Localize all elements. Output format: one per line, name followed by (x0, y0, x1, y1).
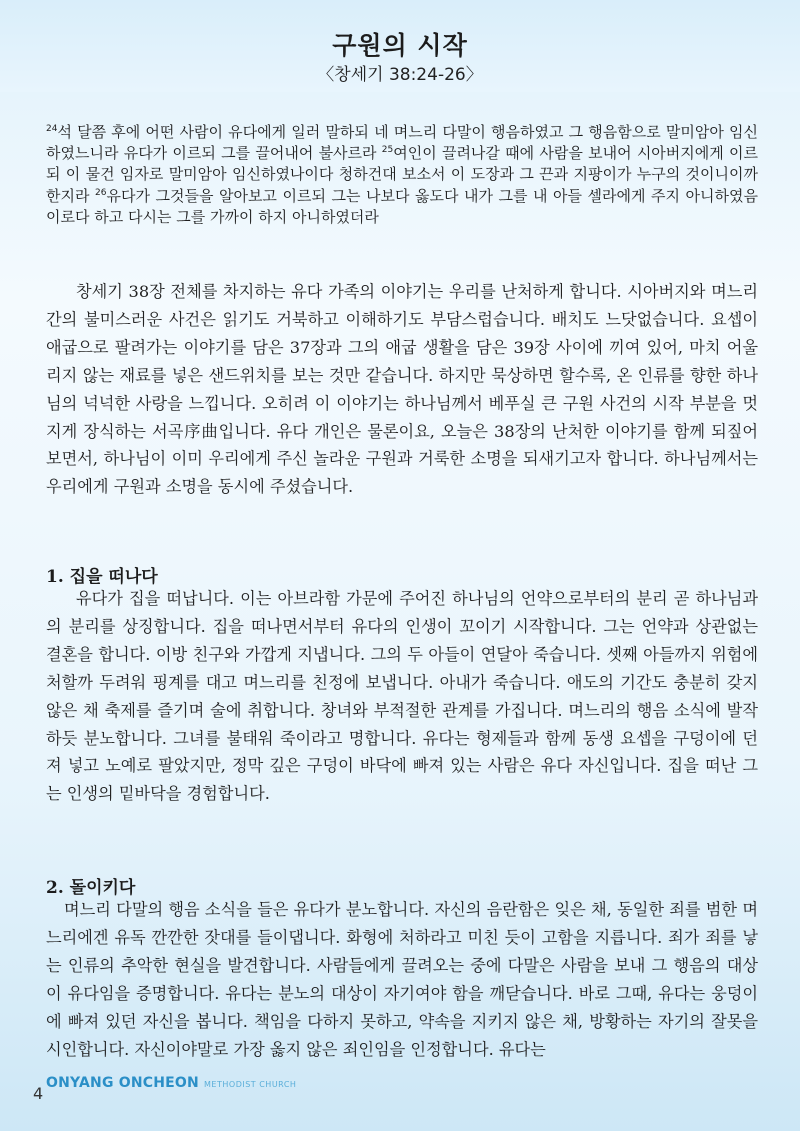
page-number: 4 (33, 1084, 44, 1103)
verse-text: 유다가 그것들을 알아보고 이르되 그는 나보다 옳도다 내가 그를 내 아들 셀라에게 주지 아니하였음이로다 하고 다시는 그를 가까이 하지 아니하였더라 (46, 186, 758, 226)
scripture-passage (46, 122, 758, 228)
section-paragraph: 며느리 다말의 행음 소식을 들은 유다가 분노합니다. 자신의 음란함은 잊은 채, 동일한 죄를 범한 며느리에겐 유독 깐깐한 잣대를 들이댑니다. 화형에 처하라고 미친 듯이 고함을 지릅니다. 죄가 죄를 낳는 인류의 추악한 현실을 발견합니다. 사람들에게 끌려오는 중에 다말은 사람을 보내 그 행음의 대상이 유다임을 증명합니다. 유다는 분노의 대상이 자기여야 함을 깨닫습니다. 바로 그때, 유다는 웅덩이에 빠져 있던 자신을 봅니다. 책임을 다하지 못하고, 약속을 지키지 않은 채, 방황하는 자기의 잘못을 시인합니다. 자신이야말로 가장 옳지 않은 죄인임을 인정합니다. 유다는 (46, 900, 758, 1059)
logo-brand: ONYANG ONCHEON (46, 1075, 199, 1091)
verse-number: 24 (46, 124, 58, 134)
verse-text: 석 달쯤 후에 어떤 사람이 유다에게 일러 말하되 네 며느리 다말이 행음하였고 그 행음함으로 말미암아 임신하였느니라 유다가 이르되 그를 끌어내어 불사르라 (46, 123, 758, 163)
verse-number: 25 (381, 145, 394, 156)
intro-paragraph: 창세기 38장 전체를 차지하는 유다 가족의 이야기는 우리를 난처하게 합니다. 시아버지와 며느리 간의 불미스러운 사건은 읽기도 거북하고 이해하기도 부담스럽습니다. 배치도 느닷없습니다. 요셉이 애굽으로 팔려가는 이야기를 담은 37장과 그의 애굽 생활을 담은 39장 사이에 끼여 있어, 마치 어울리지 않는 재료를 넣은 샌드위치를 보는 것만 같습니다. 하지만 묵상하면 할수록, 온 인류를 향한 하나님의 넉넉한 사랑을 느낍니다. 오히려 이 이야기는 하나님께서 베푸실 큰 구원 사건의 시작 부분을 멋지게 장식하는 서곡序曲입니다. 유다 개인은 물론이요, 오늘은 38장의 난처한 이야기를 함께 되짚어 보면서, 하나님이 이미 우리에게 주신 놀라운 구원과 거룩한 소명을 되새기고자 합니다. 하나님께서는 우리에게 구원과 소명을 동시에 주셨습니다. (46, 282, 758, 497)
scripture-reference: 〈창세기 38:24-26〉 (317, 65, 483, 85)
verse-text: 여인이 끌려나갈 때에 사람을 보내어 시아버지에게 이르되 이 물건 임자로 말미암아 임신하였나이다 청하건대 보소서 이 도장과 그 끈과 지팡이가 누구의 것이니이까 한지라 (46, 144, 758, 205)
section-heading: 2. 돌이키다 (46, 878, 136, 898)
verse-number: 26 (95, 187, 107, 198)
logo-subtitle: METHODIST CHURCH (204, 1080, 297, 1089)
church-logo (46, 1072, 296, 1091)
page-title: 구원의 시작 (332, 31, 468, 60)
section-heading: 1. 집을 떠나다 (46, 567, 158, 587)
section-paragraph: 유다가 집을 떠납니다. 이는 아브라함 가문에 주어진 하나님의 언약으로부터의 분리 곧 하나님과의 분리를 상징합니다. 집을 떠나면서부터 유다의 인생이 꼬이기 시작합니다. 그는 언약과 상관없는 결혼을 합니다. 이방 친구와 가깝게 지냅니다. 그의 두 아들이 연달아 죽습니다. 셋째 아들까지 위험에 처할까 두려워 핑계를 대고 며느리를 친정에 보냅니다. 아내가 죽습니다. 애도의 기간도 충분히 갖지 않은 채 축제를 즐기며 술에 취합니다. 창녀와 부적절한 관계를 가집니다. 며느리의 행음 소식에 발작하듯 분노합니다. 그녀를 불태워 죽이라고 명합니다. 유다는 형제들과 함께 동생 요셉을 구덩이에 던져 넣고 노예로 팔았지만, 정막 깊은 구덩이 바닥에 빠져 있는 사람은 유다 자신입니다. 집을 떠난 그는 인생의 밑바닥을 경험합니다. (46, 589, 758, 804)
